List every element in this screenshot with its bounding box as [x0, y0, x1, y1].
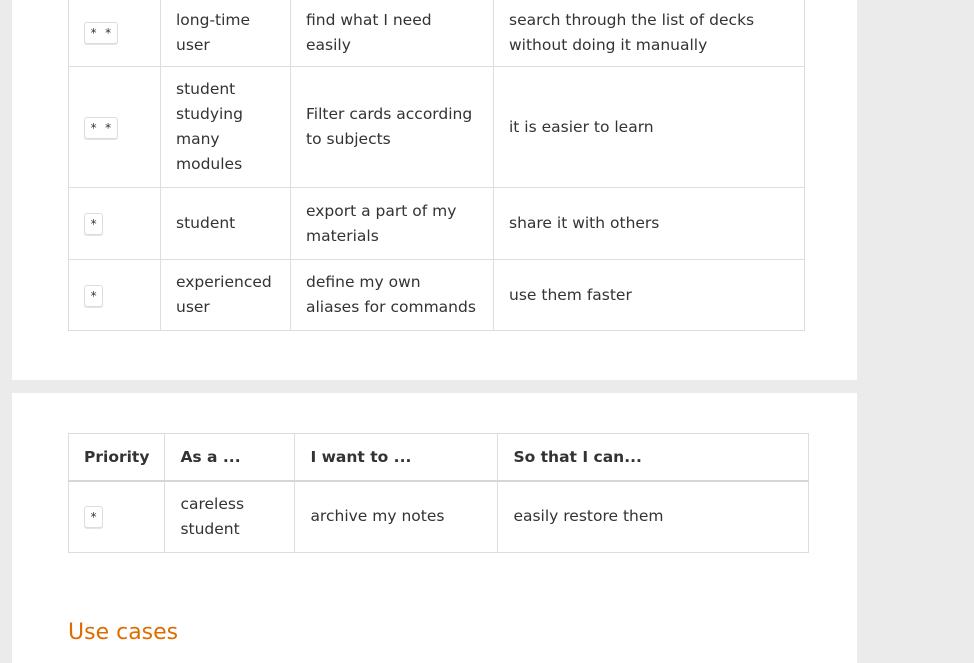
header-want-to: I want to ...: [295, 434, 498, 482]
want-to-cell: find what I need easily: [291, 0, 494, 67]
content-card-bottom: [12, 393, 857, 663]
as-a-cell: student studying many modules: [161, 67, 291, 188]
so-that-cell: search through the list of decks without doing it manually: [494, 0, 805, 67]
priority-badge: *: [84, 213, 103, 235]
table-row: [69, 260, 805, 331]
user-stories-table-continued: [68, 0, 805, 331]
so-that-cell: it is easier to learn: [494, 67, 805, 188]
user-stories-table: [68, 433, 809, 553]
priority-cell: [69, 481, 165, 552]
table-header-row: [69, 434, 809, 482]
so-that-cell: share it with others: [494, 188, 805, 260]
as-a-cell: careless student: [165, 481, 295, 552]
want-to-cell: export a part of my materials: [291, 188, 494, 260]
priority-cell: [69, 67, 161, 188]
header-as-a: As a ...: [165, 434, 295, 482]
as-a-cell: long-time user: [161, 0, 291, 67]
table-row: [69, 67, 805, 188]
content-card-top: [12, 0, 857, 380]
want-to-cell: archive my notes: [295, 481, 498, 552]
priority-cell: [69, 260, 161, 331]
as-a-cell: student: [161, 188, 291, 260]
so-that-cell: use them faster: [494, 260, 805, 331]
header-priority: Priority: [69, 434, 165, 482]
priority-cell: [69, 0, 161, 67]
priority-badge: *: [84, 285, 103, 307]
as-a-cell: experienced user: [161, 260, 291, 331]
table-row: [69, 0, 805, 67]
priority-badge: *: [84, 506, 103, 528]
so-that-cell: easily restore them: [498, 481, 809, 552]
want-to-cell: Filter cards according to subjects: [291, 67, 494, 188]
header-so-that: So that I can...: [498, 434, 809, 482]
table-row: [69, 188, 805, 260]
priority-cell: [69, 188, 161, 260]
table-row: [69, 481, 809, 552]
priority-badge: * *: [84, 117, 118, 139]
want-to-cell: define my own aliases for commands: [291, 260, 494, 331]
priority-badge: * *: [84, 22, 118, 44]
section-heading-use-cases: Use cases: [68, 620, 179, 645]
